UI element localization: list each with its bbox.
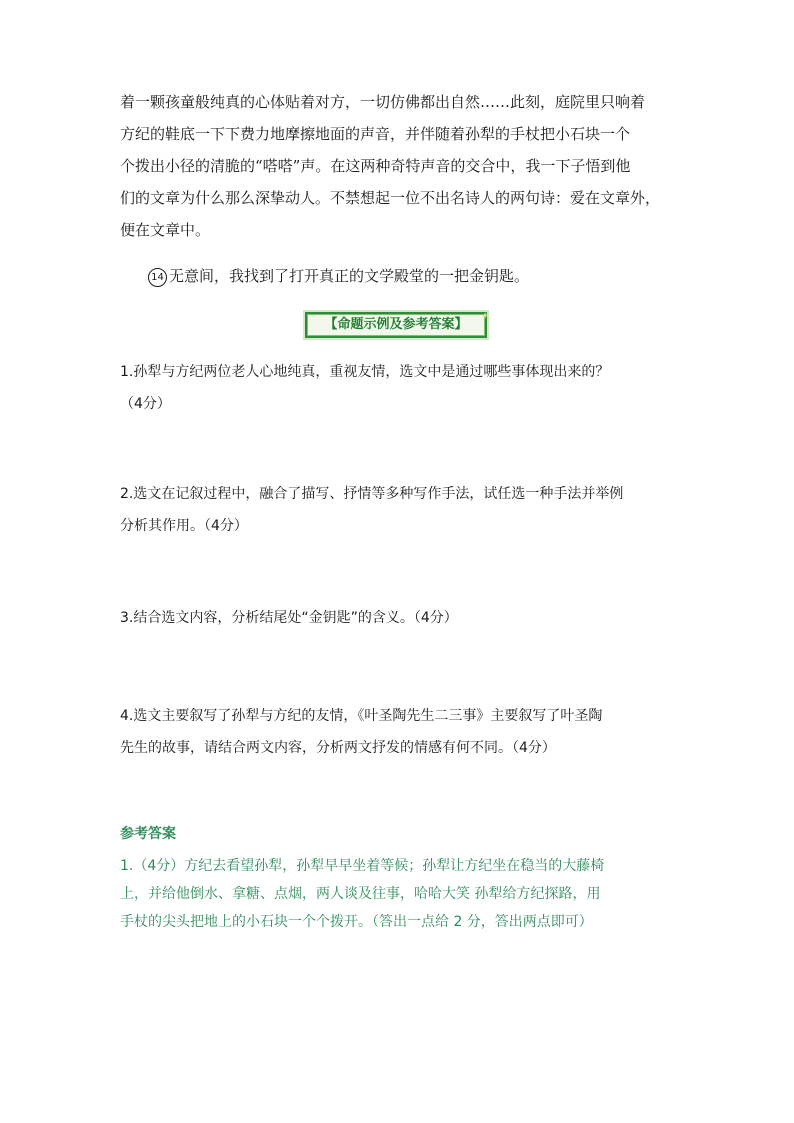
paragraph-14-text: 无意间，我找到了打开真正的文学殿堂的一把金钥匙。	[169, 267, 530, 285]
answer-line: 1.（4分）方纪去看望孙犁，孙犁早早坐着等候；孙犁让方纪坐在稳当的大藤椅	[120, 858, 605, 874]
banner-title: 【命题示例及参考答案】	[307, 314, 485, 336]
question-2	[120, 478, 680, 542]
passage-paragraph	[120, 86, 680, 246]
question-line: 4.选文主要叙写了孙犁与方纪的友情，《叶圣陶先生二三事》主要叙写了叶圣陶	[120, 708, 603, 724]
answers-heading: 参考答案	[120, 826, 176, 842]
question-line: 先生的故事，请结合两文内容，分析两文抒发的情感有何不同。（4分）	[120, 740, 556, 756]
passage-line: 们的文章为什么那么深挚动人。不禁想起一位不出名诗人的两句诗：爱在文章外，	[120, 189, 661, 207]
passage-line: 着一颗孩童般纯真的心体贴着对方，一切仿佛都出自然……此刻，庭院里只响着	[120, 93, 646, 111]
sparkle-icon: ✦	[481, 311, 490, 322]
answer-line: 手杖的尖头把地上的小石块一个个拨开。（答出一点给 2 分，答出两点即可）	[120, 914, 593, 930]
section-banner	[303, 310, 489, 340]
passage-line: 个拨出小径的清脆的“嗒嗒”声。在这两种奇特声音的交合中，我一下子悟到他	[120, 157, 631, 175]
answer-line: 上，并给他倒水、拿糖、点烟，两人谈及往事，哈哈大笑 孙犁给方纪探路，用	[120, 886, 601, 902]
question-line: 3.结合选文内容，分析结尾处“金钥匙”的含义。（4分）	[120, 610, 458, 626]
question-line: 1.孙犁与方纪两位老人心地纯真，重视友情，选文中是通过哪些事体现出来的？	[120, 364, 610, 380]
answer-1	[120, 852, 690, 936]
question-4	[120, 700, 680, 764]
question-line: 分析其作用。（4分）	[120, 518, 248, 534]
question-3	[120, 602, 680, 634]
passage-line: 方纪的鞋底一下下费力地摩擦地面的声音，并伴随着孙犁的手杖把小石块一个	[120, 125, 631, 143]
passage-line: 便在文章中。	[120, 221, 211, 239]
paragraph-number-badge: 14	[148, 268, 167, 287]
question-line: （4分）	[120, 396, 171, 412]
question-1	[120, 356, 680, 420]
passage-paragraph-14	[148, 264, 529, 288]
question-line: 2.选文在记叙过程中，融合了描写、抒情等多种写作手法，试任选一种手法并举例	[120, 486, 624, 502]
